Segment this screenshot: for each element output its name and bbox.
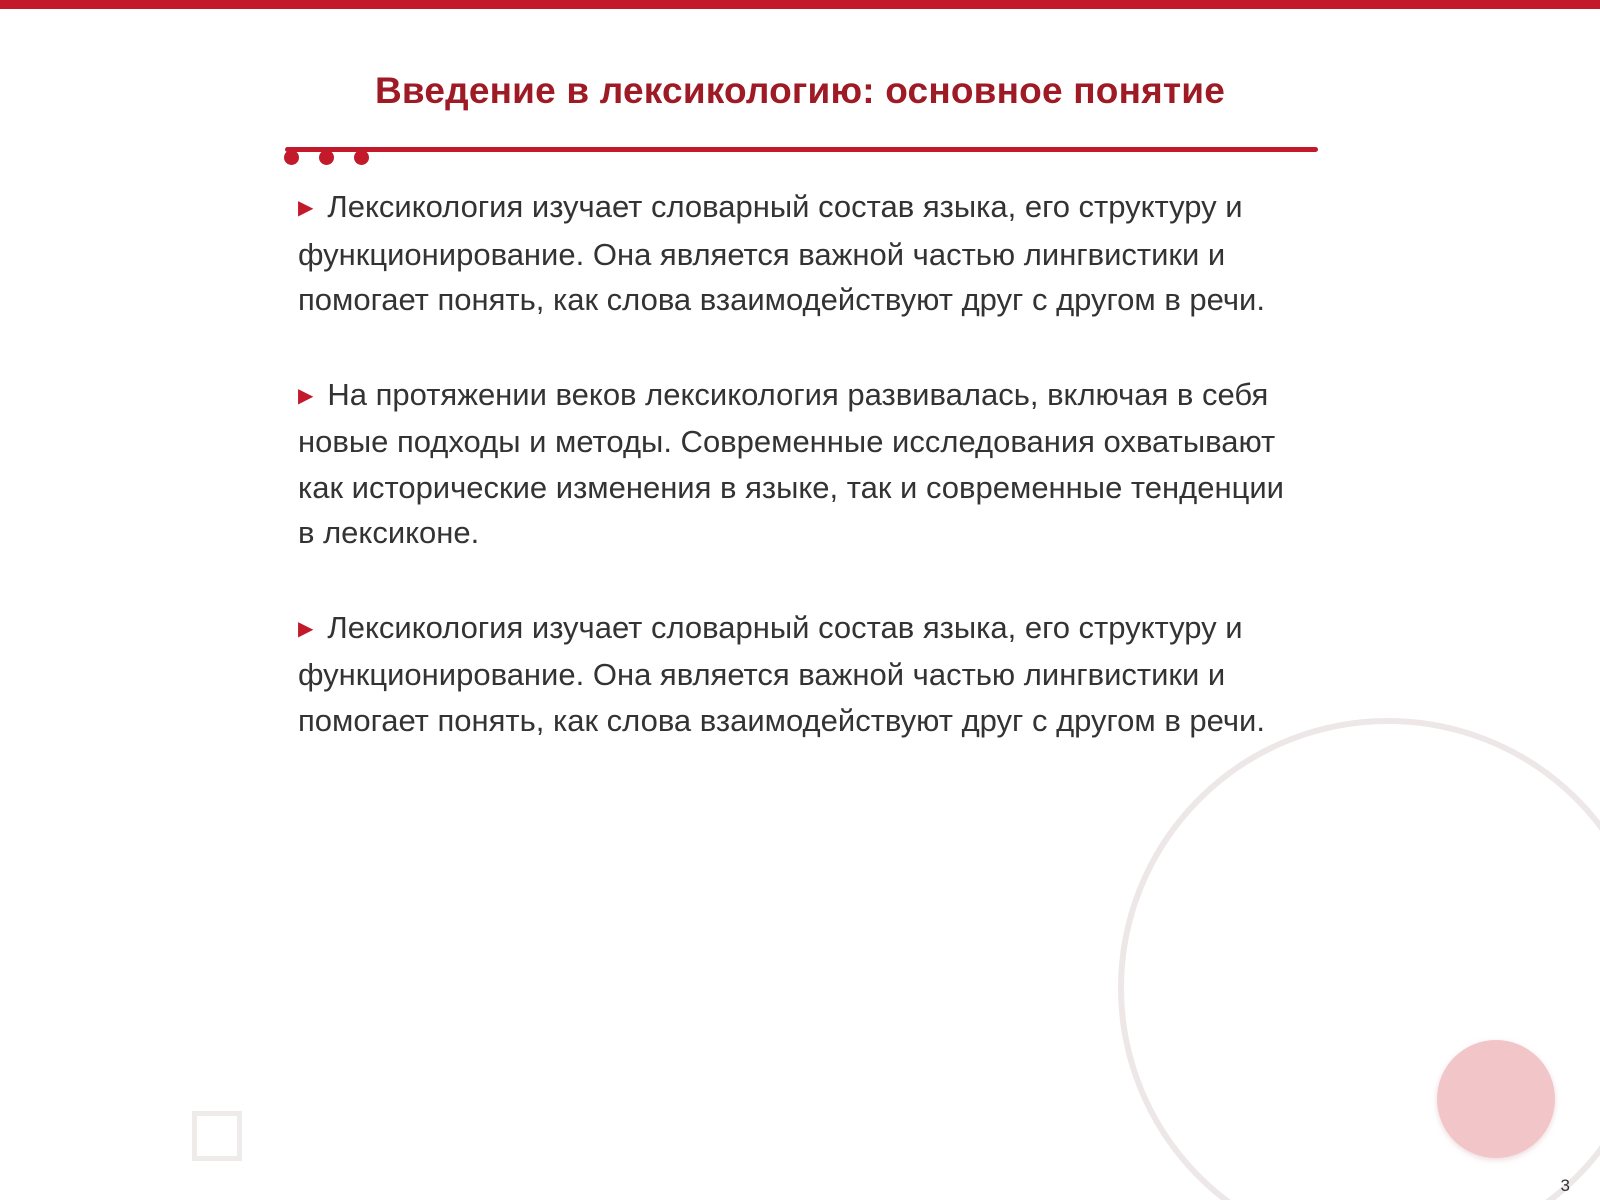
slide-title: Введение в лексикологию: основное понятие (375, 70, 1225, 111)
decor-circle (1437, 1040, 1555, 1158)
paragraph-text: Лексикология изучает словарный состав языка, его структуру и функционирование. Она является важной частью лингвистики и помогает понять, как слова взаимодействуют друг с другом в речи. (298, 609, 1265, 738)
slide-body (298, 184, 1308, 792)
bullet-paragraph (298, 605, 1308, 744)
top-accent-bar (0, 0, 1600, 9)
bullet-paragraph (298, 184, 1308, 323)
decor-dot (284, 150, 299, 165)
decor-square (192, 1111, 242, 1161)
decor-dot (354, 150, 369, 165)
paragraph-text: На протяжении веков лексикология развивалась, включая в себя новые подходы и методы. Современные исследования охватывают как исторические изменения в языке, так и современные тенденции в лексиконе. (298, 376, 1284, 550)
paragraph-text: Лексикология изучает словарный состав языка, его структуру и функционирование. Она является важной частью лингвистики и помогает понять, как слова взаимодействуют друг с другом в речи. (298, 189, 1265, 317)
page-number: 3 (1560, 1176, 1570, 1195)
bullet-paragraph (298, 372, 1308, 556)
decor-dot (319, 150, 334, 165)
title-underline (285, 147, 1318, 152)
triangle-right-icon: ▶ (298, 384, 314, 407)
triangle-right-icon: ▶ (298, 617, 314, 640)
triangle-right-icon: ▶ (298, 197, 314, 219)
